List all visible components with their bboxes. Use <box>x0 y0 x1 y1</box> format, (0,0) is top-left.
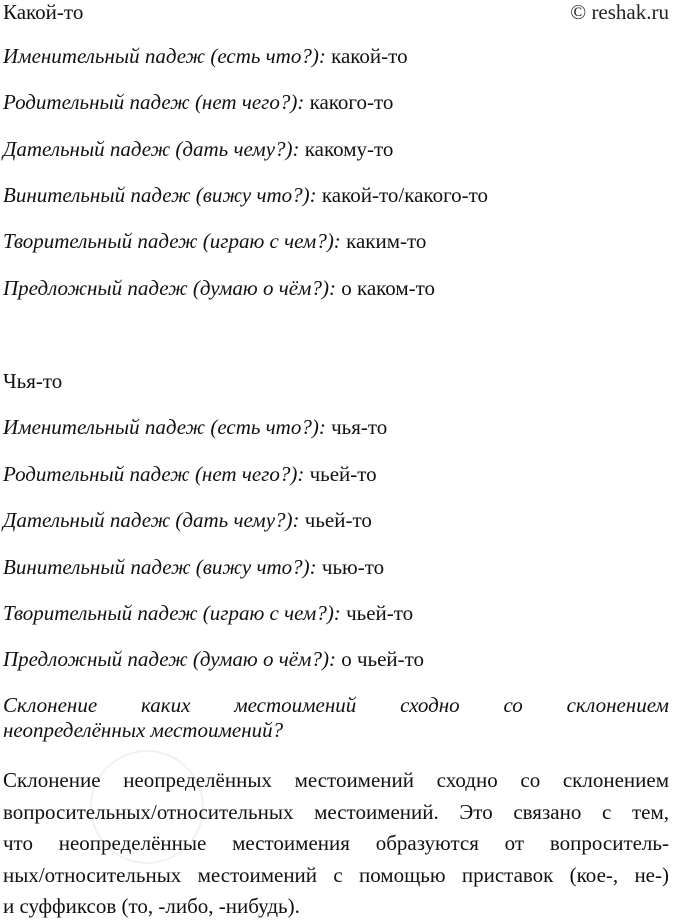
case-label: Предложный падеж (думаю о чём?): <box>3 647 336 671</box>
question-text <box>3 690 669 745</box>
declension-row <box>3 275 435 301</box>
answer-line: вопросительных/относительных местоимений. Это связано с тем, <box>3 799 669 824</box>
section-heading-kakoy-to: Какой-то <box>3 0 84 24</box>
question-line-2: неопределённых местоимений? <box>3 718 284 742</box>
answer-line: что неопределённые местоимения образуются от вопроситель- <box>3 831 669 855</box>
case-label: Именительный падеж (есть что?): <box>3 415 326 439</box>
declension-row <box>3 554 384 580</box>
form-value: о каком-то <box>341 276 436 300</box>
form-value: чьей-то <box>346 601 414 625</box>
case-label: Предложный падеж (думаю о чём?): <box>3 276 336 300</box>
answer-line: и суффиксов (то, -либо, -нибудь). <box>3 894 300 918</box>
form-value: какому-то <box>304 137 394 161</box>
form-value: каким-то <box>346 229 427 253</box>
declension-row <box>3 89 393 115</box>
form-value: какой-то/какого-то <box>321 183 489 207</box>
case-label: Родительный падеж (нет чего?): <box>3 462 305 486</box>
answer-line: Склонение неопределённых местоимений сходно со склонением <box>3 768 669 792</box>
question-word: Склонение <box>3 693 98 717</box>
question-word: склонением <box>566 693 669 717</box>
form-value: чью-то <box>321 555 385 579</box>
question-word: каких <box>140 693 191 717</box>
form-value: о чьей-то <box>341 647 425 671</box>
declension-row <box>3 646 424 672</box>
form-value: чья-то <box>331 415 388 439</box>
declension-row <box>3 136 393 162</box>
answer-paragraph <box>3 765 669 923</box>
case-label: Творительный падеж (играю с чем?): <box>3 601 341 625</box>
section-heading-chya-to: Чья-то <box>3 369 63 393</box>
case-label: Винительный падеж (вижу что?): <box>3 183 317 207</box>
case-label: Дательный падеж (дать чему?): <box>3 508 300 532</box>
header-row <box>3 0 669 24</box>
form-value: чьей-то <box>304 508 372 532</box>
form-value: какого-то <box>309 90 394 114</box>
declension-row <box>3 228 426 254</box>
case-label: Винительный падеж (вижу что?): <box>3 555 317 579</box>
question-word: сходно <box>400 693 460 717</box>
form-value: чьей-то <box>309 462 377 486</box>
question-word: со <box>503 693 523 717</box>
question-word: местоимений <box>234 693 357 717</box>
case-label: Родительный падеж (нет чего?): <box>3 90 305 114</box>
copyright-watermark: © reshak.ru <box>570 0 669 24</box>
declension-row <box>3 182 488 208</box>
case-label: Творительный падеж (играю с чем?): <box>3 229 341 253</box>
declension-row <box>3 507 372 533</box>
declension-row <box>3 600 413 626</box>
declension-row <box>3 414 387 440</box>
case-label: Именительный падеж (есть что?): <box>3 44 326 68</box>
case-label: Дательный падеж (дать чему?): <box>3 137 300 161</box>
answer-line: ных/относительных местоимений с помощью приставок (кое-, не-) <box>3 862 669 887</box>
form-value: какой-то <box>331 44 408 68</box>
declension-row <box>3 43 408 69</box>
declension-row <box>3 461 377 487</box>
